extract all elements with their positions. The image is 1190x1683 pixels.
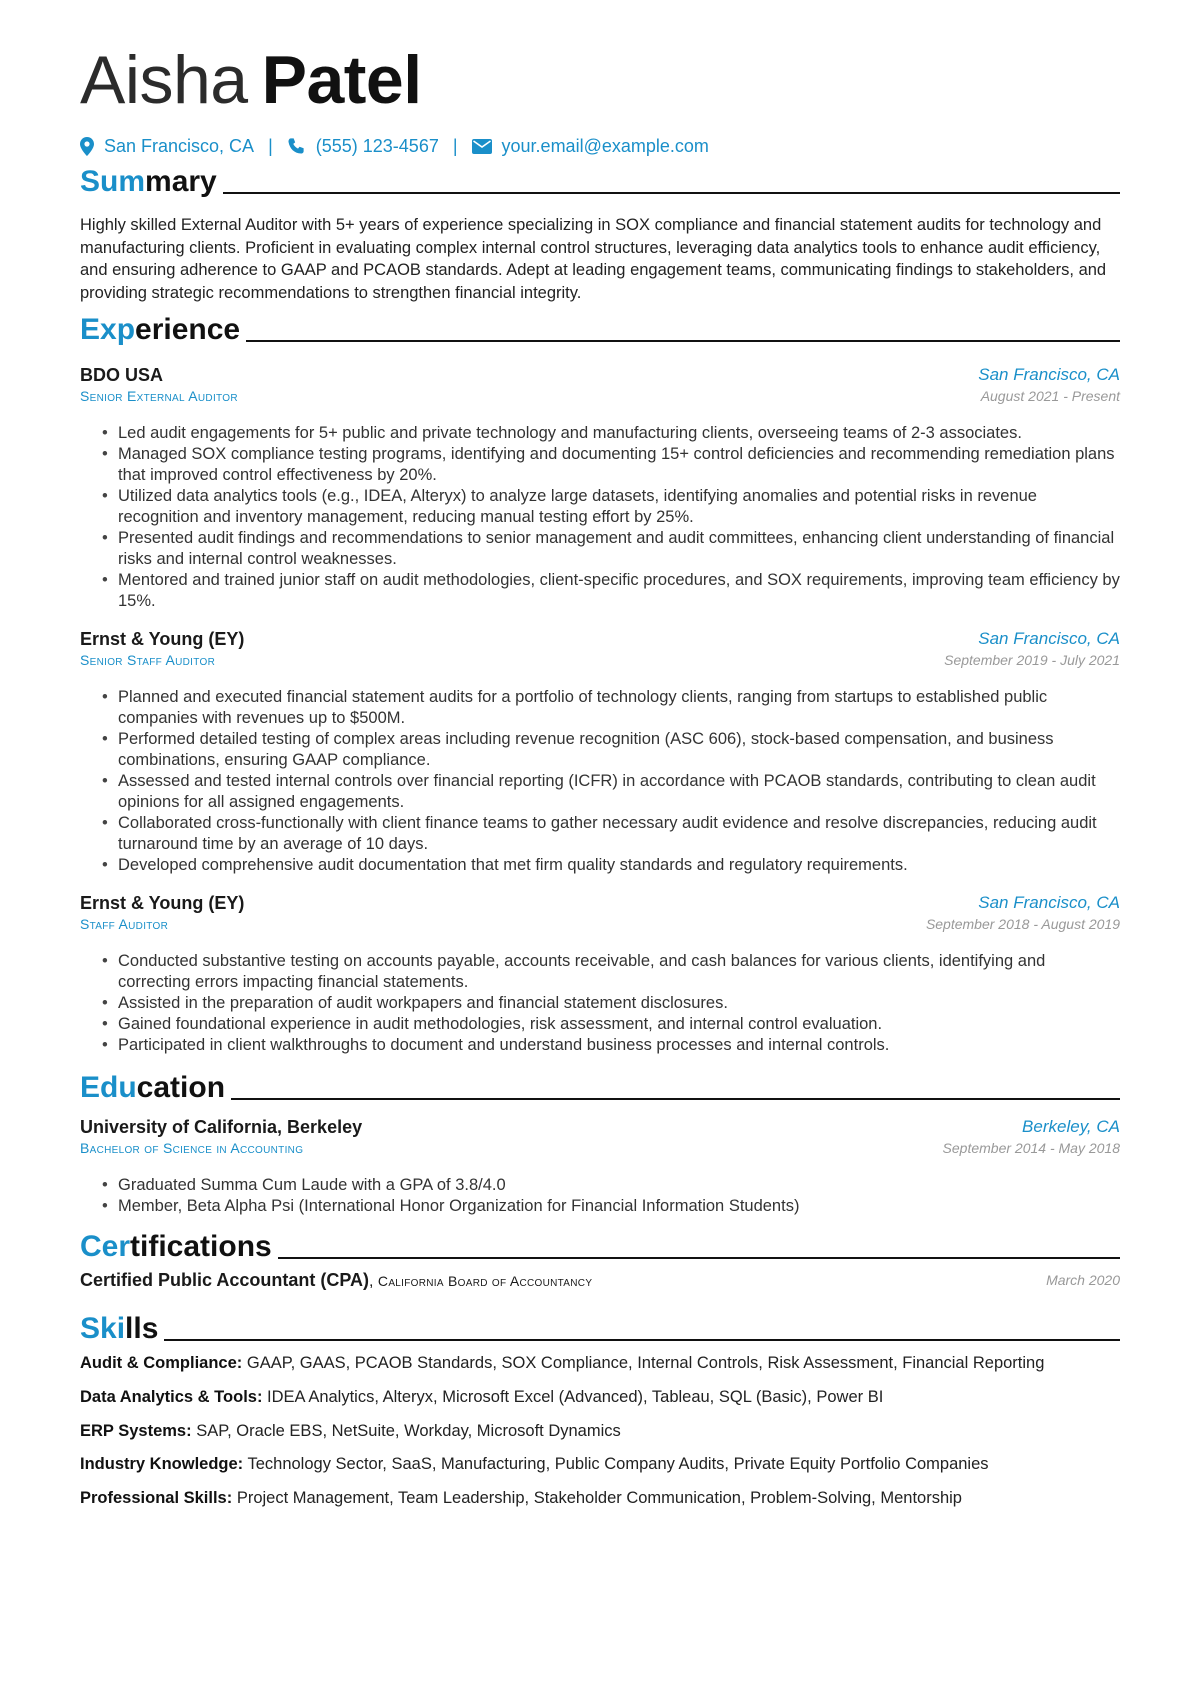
job-dates: September 2018 - August 2019 [925,916,1120,932]
list-item: • Led audit engagements for 5+ public and private technology and manufacturing clients, overseeing teams of 2-3 associates. [80,423,1120,444]
skill-label: Professional Skills: [80,1489,233,1507]
list-item: • Assisted in the preparation of audit workpapers and financial statement disclosures. [80,993,1120,1014]
job-header [80,363,1120,407]
list-item: • Participated in client walkthroughs to document and understand business processes and internal controls. [80,1035,1120,1056]
job-title: Senior External Auditor [80,388,238,404]
list-item: • Gained foundational experience in audit methodologies, risk assessment, and internal control evaluation. [80,1014,1120,1035]
skill-value: IDEA Analytics, Alteryx, Microsoft Excel (Advanced), Tableau, SQL (Basic), Power BI [267,1388,884,1406]
list-item: • Conducted substantive testing on accounts payable, accounts receivable, and cash balances for various clients, identifying and correcting errors impacting financial statements. [80,951,1120,993]
skill-row [80,1486,1120,1510]
job-bullets [80,951,1120,1056]
section-experience [80,308,1120,348]
section-title: Education [80,1071,226,1104]
skill-row [80,1419,1120,1443]
list-item: • Graduated Summa Cum Laude with a GPA of 3.8/4.0 [80,1175,1120,1196]
first-name: Aisha [80,42,248,118]
skill-value: Project Management, Team Leadership, Stakeholder Communication, Problem-Solving, Mentorship [236,1489,962,1507]
phone-text: (555) 123-4567 [315,136,439,156]
section-title: Skills [80,1312,159,1345]
section-rule [231,1098,1120,1100]
degree: Bachelor of Science in Accounting [80,1140,304,1156]
section-skills [80,1307,1120,1347]
job-location: San Francisco, CA [978,365,1120,384]
job-location: San Francisco, CA [978,893,1120,912]
section-rule [223,192,1120,194]
section-rule [278,1257,1120,1259]
certification-issuer: California Board of Accountancy [377,1273,593,1289]
email-text: your.email@example.com [501,136,709,156]
list-item: • Assessed and tested internal controls over financial reporting (ICFR) in accordance with PCAOB standards, contributing to clean audit opinions for all assigned engagements. [80,771,1120,813]
job-location: San Francisco, CA [978,629,1120,648]
list-item: • Collaborated cross-functionally with client finance teams to gather necessary audit evidence and resolve discrepancies, reducing audit turnaround time by an average of 10 days. [80,813,1120,855]
skill-value: GAAP, GAAS, PCAOB Standards, SOX Compliance, Internal Controls, Risk Assessment, Financial Reporting [246,1354,1045,1372]
job-title: Staff Auditor [80,916,169,932]
school-location: Berkeley, CA [1022,1117,1120,1136]
section-education [80,1066,1120,1106]
certification-separator: , [369,1273,374,1290]
location-text: San Francisco, CA [104,136,255,156]
job-header [80,627,1120,671]
certification-entry [80,1270,1120,1296]
section-rule [164,1339,1120,1341]
list-item: • Member, Beta Alpha Psi (International Honor Organization for Financial Information Students) [80,1196,1120,1217]
list-item: • Mentored and trained junior staff on audit methodologies, client-specific procedures, and SOX requirements, improving team efficiency by 15%. [80,570,1120,612]
certification-title: Certified Public Accountant (CPA) [80,1270,370,1290]
skill-row [80,1452,1120,1476]
education-header [80,1115,1120,1159]
job-dates: August 2021 - Present [980,388,1120,404]
employer: BDO USA [80,365,164,385]
list-item: • Developed comprehensive audit documentation that met firm quality standards and regulatory requirements. [80,855,1120,876]
skill-label: ERP Systems: [80,1422,192,1440]
employer: Ernst & Young (EY) [80,893,245,913]
contact-phone[interactable] [287,133,439,159]
candidate-name [80,40,422,120]
contact-separator: | [268,136,273,156]
skill-row [80,1351,1120,1375]
section-title: Experience [80,313,241,346]
employer: Ernst & Young (EY) [80,629,245,649]
list-item: • Utilized data analytics tools (e.g., IDEA, Alteryx) to analyze large datasets, identifying anomalies and potential risks in revenue recognition and inventory management, reducing manual testing effort by 25%. [80,486,1120,528]
list-item: • Performed detailed testing of complex areas including revenue recognition (ASC 606), stock-based compensation, and business combinations, ensuring GAAP compliance. [80,729,1120,771]
section-title: Certifications [80,1230,272,1263]
certification-date: March 2020 [1046,1272,1120,1288]
skill-label: Industry Knowledge: [80,1455,244,1473]
job-header [80,891,1120,935]
skill-row [80,1385,1120,1409]
skill-label: Data Analytics & Tools: [80,1388,263,1406]
contact-separator: | [452,136,458,156]
school-dates: September 2014 - May 2018 [942,1140,1120,1156]
section-rule [246,340,1120,342]
list-item: • Presented audit findings and recommendations to senior management and audit committees, enhancing client understanding of financial risks and internal control weaknesses. [80,528,1120,570]
section-title: Summary [80,165,217,198]
phone-icon [287,137,306,156]
education-bullets [80,1175,1120,1217]
job-title: Senior Staff Auditor [80,652,216,668]
contact-email[interactable] [472,133,709,159]
contact-line [80,133,709,159]
skill-value: Technology Sector, SaaS, Manufacturing, Public Company Audits, Private Equity Portfolio Companies [247,1455,989,1473]
job-bullets [80,687,1120,876]
skill-value: SAP, Oracle EBS, NetSuite, Workday, Microsoft Dynamics [196,1422,621,1440]
skill-label: Audit & Compliance: [80,1354,243,1372]
list-item: • Managed SOX compliance testing programs, identifying and documenting 15+ control deficiencies and recommending remediation plans that improved control effectiveness by 20%. [80,444,1120,486]
list-item: • Planned and executed financial statement audits for a portfolio of technology clients, ranging from startups to established public companies with revenues up to $500M. [80,687,1120,729]
section-summary [80,160,1120,200]
envelope-icon [472,139,492,154]
contact-location [80,133,254,159]
summary-text: Highly skilled External Auditor with 5+ years of experience specializing in SOX compliance and financial statement audits for technology and manufacturing clients. Proficient in evaluating complex internal control structures, leveraging data analytics tools to enhance audit efficiency, and ensuring adherence to GAAP and PCAOB standards. Adept at leading engagement teams, communicating findings to stakeholders, and providing strategic recommendations to strengthen financial integrity. [80,216,1107,303]
map-pin-icon [80,137,94,156]
job-bullets [80,423,1120,612]
school: University of California, Berkeley [80,1117,363,1137]
last-name: Patel [261,42,422,118]
section-certifications [80,1225,1120,1265]
job-dates: September 2019 - July 2021 [944,652,1120,668]
